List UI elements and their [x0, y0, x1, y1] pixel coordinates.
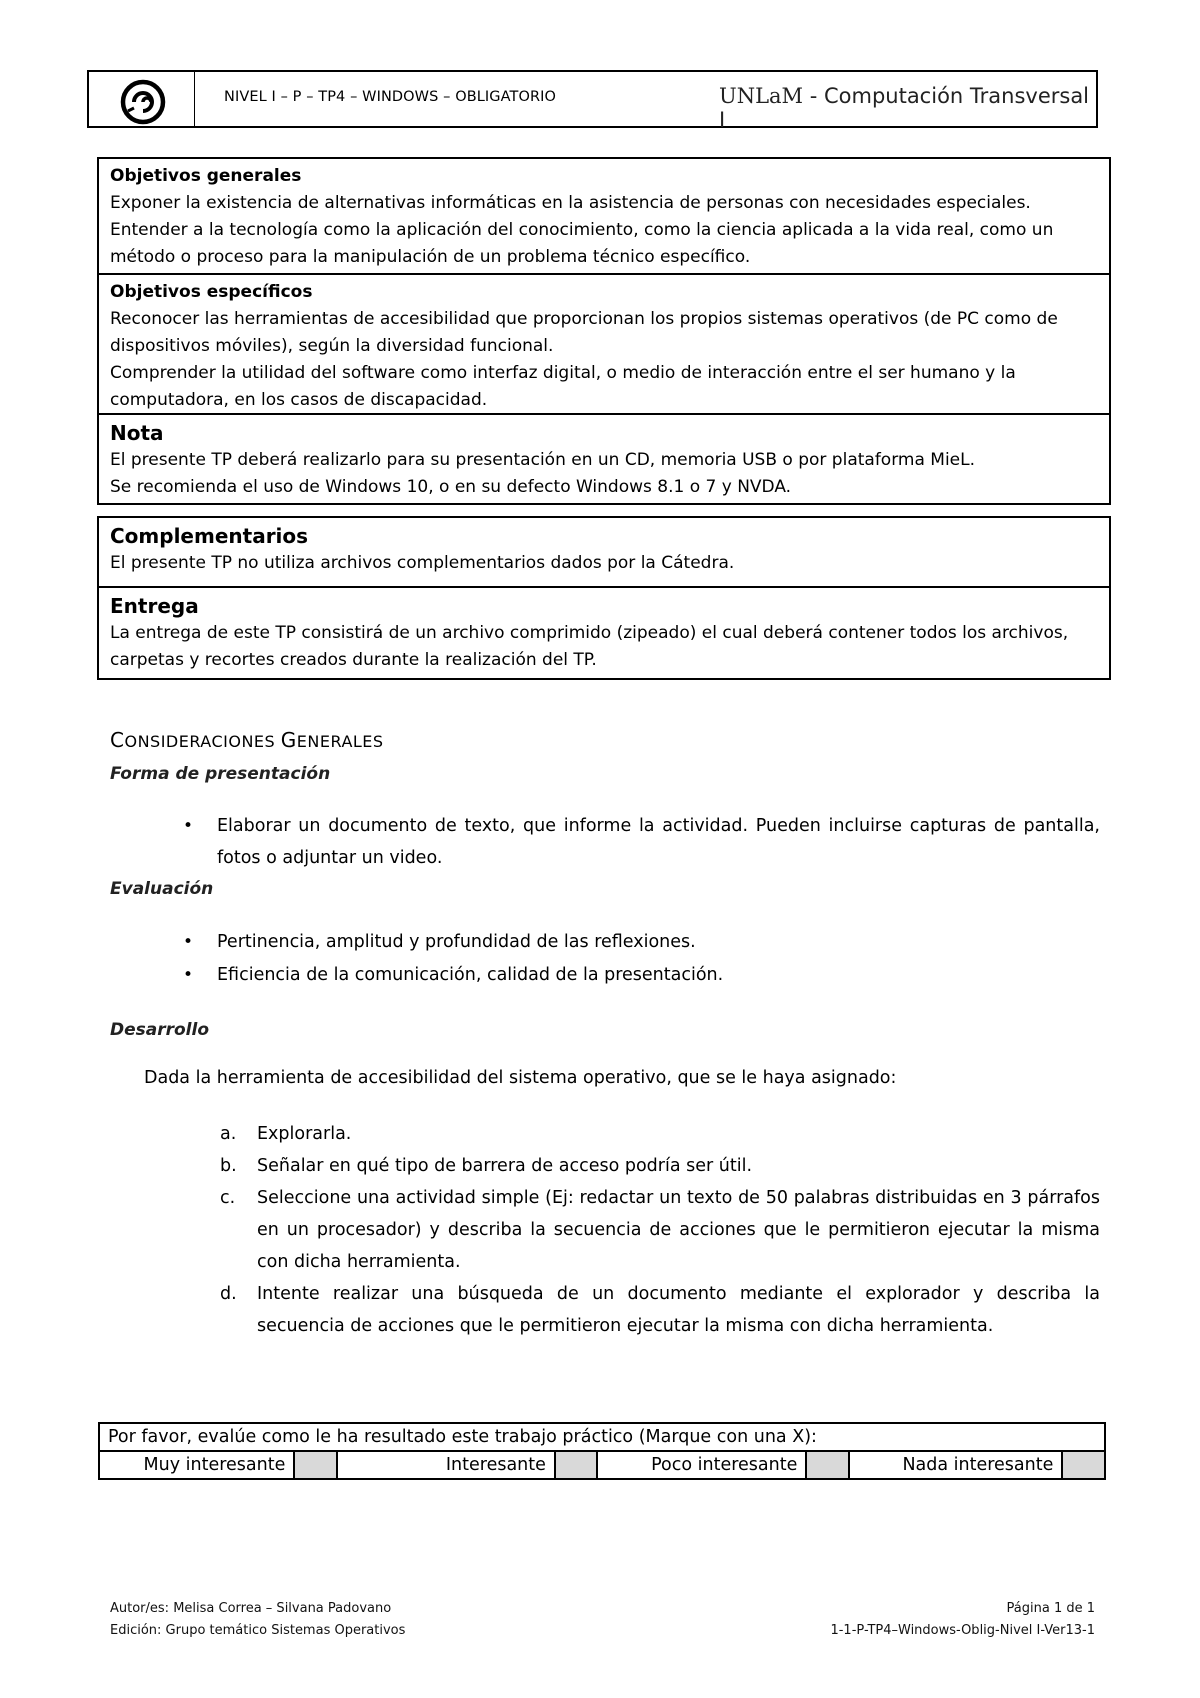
list-item-text: Intente realizar una búsqueda de un documento mediante el explorador y describa la secuencia de acciones que le permitieron ejecutar la misma con dicha herramienta. — [257, 1284, 1100, 1336]
footer-authors: Autor/es: Melisa Correa – Silvana Padovano — [110, 1601, 392, 1616]
rating-option-label: Interesante — [337, 1451, 555, 1479]
box-line: Exponer la existencia de alternativas informáticas en la asistencia de personas con necesidades especiales. — [110, 193, 1031, 213]
list-item-text: Explorarla. — [257, 1124, 352, 1144]
box-objetivos-generales — [97, 157, 1111, 275]
list-item: • Eficiencia de la comunicación, calidad de la presentación. — [165, 959, 1100, 991]
header-org-subject: - Computación Transversal I — [719, 84, 1090, 132]
rating-question: Por favor, evalúe como le ha resultado este trabajo práctico (Marque con una X): — [99, 1423, 1105, 1451]
box-line: El presente TP no utiliza archivos complementarios dados por la Cátedra. — [110, 553, 735, 573]
box-line: Reconocer las herramientas de accesibilidad que proporcionan los propios sistemas operativos (de PC como de dispositivos móviles), según la diversidad funcional. — [110, 309, 1058, 356]
header-organization — [719, 84, 1096, 132]
desarrollo-intro: Dada la herramienta de accesibilidad del sistema operativo, que se le haya asignado: — [144, 1068, 897, 1088]
footer-edition: Edición: Grupo temático Sistemas Operativos — [110, 1623, 406, 1638]
list-item-text: Seleccione una actividad simple (Ej: redactar un texto de 50 palabras distribuidas en 3 párrafos en un procesador) y describa la secuencia de acciones que le permitieron ejecutar la misma con dicha herramienta. — [257, 1188, 1100, 1272]
header-org-unlam: UNLaM — [719, 84, 804, 108]
desarrollo-list — [220, 1118, 1100, 1342]
list-item-text: Señalar en qué tipo de barrera de acceso podría ser útil. — [257, 1156, 753, 1176]
list-item: • Elaborar un documento de texto, que informe la actividad. Pueden incluirse capturas de pantalla, fotos o adjuntar un video. — [165, 810, 1100, 874]
page-header — [87, 70, 1098, 132]
list-item — [220, 1182, 1100, 1278]
rating-table — [98, 1422, 1106, 1480]
rating-checkbox-interesante[interactable] — [555, 1451, 598, 1479]
list-item: • Pertinencia, amplitud y profundidad de las reflexiones. — [165, 926, 1100, 958]
forma-list — [165, 810, 1100, 875]
box-title: Nota — [110, 421, 164, 445]
list-item — [220, 1150, 1100, 1182]
box-line: La entrega de este TP consistirá de un archivo comprimido (zipeado) el cual deberá contener todos los archivos, carpetas y recortes creados durante la realización del TP. — [110, 623, 1069, 670]
rating-option-label: Muy interesante — [99, 1451, 294, 1479]
footer-right — [830, 1598, 1095, 1642]
box-complementarios — [97, 516, 1111, 588]
box-line: El presente TP deberá realizarlo para su presentación en un CD, memoria USB o por plataforma MieL. — [110, 450, 975, 470]
list-item-letter: a. — [220, 1124, 237, 1144]
list-item-letter: d. — [220, 1284, 237, 1304]
box-title: Complementarios — [110, 524, 309, 548]
unlam-logo-icon — [119, 78, 167, 126]
rating-checkbox-muy-interesante[interactable] — [294, 1451, 337, 1479]
footer-version: 1-1-P-TP4–Windows-Oblig-Nivel I-Ver13-1 — [830, 1623, 1095, 1638]
rating-option-label: Poco interesante — [597, 1451, 806, 1479]
rating-checkbox-poco-interesante[interactable] — [806, 1451, 849, 1479]
section-title: CONSIDERACIONES GENERALES — [110, 728, 384, 752]
header-divider — [194, 72, 195, 126]
box-line: Entender a la tecnología como la aplicación del conocimiento, como la ciencia aplicada a la vida real, como un método o proceso para la manipulación de un problema técnico específico. — [110, 220, 1054, 267]
list-item — [220, 1278, 1100, 1342]
box-objetivos-especificos — [97, 275, 1111, 415]
footer-left — [110, 1598, 405, 1642]
box-line: Se recomienda el uso de Windows 10, o en su defecto Windows 8.1 o 7 y NVDA. — [110, 477, 792, 497]
subsection-forma-title: Forma de presentación — [110, 764, 331, 784]
subsection-desarrollo-title: Desarrollo — [110, 1020, 210, 1040]
box-title: Entrega — [110, 594, 199, 618]
box-title: Objetivos generales — [110, 166, 302, 186]
rating-option-label: Nada interesante — [849, 1451, 1062, 1479]
box-entrega — [97, 588, 1111, 680]
header-course-code: NIVEL I – P – TP4 – WINDOWS – OBLIGATORIO — [224, 89, 557, 105]
subsection-evaluacion-title: Evaluación — [110, 879, 214, 899]
box-line: Comprender la utilidad del software como interfaz digital, o medio de interacción entre el ser humano y la computadora, en los casos de discapacidad. — [110, 363, 1016, 410]
box-title: Objetivos específicos — [110, 282, 313, 302]
list-item — [220, 1118, 1100, 1150]
rating-checkbox-nada-interesante[interactable] — [1062, 1451, 1105, 1479]
list-item-letter: c. — [220, 1188, 236, 1208]
evaluacion-list — [165, 926, 1100, 992]
box-nota — [97, 415, 1111, 505]
list-item-letter: b. — [220, 1156, 237, 1176]
footer-page-number: Página 1 de 1 — [1006, 1601, 1095, 1616]
